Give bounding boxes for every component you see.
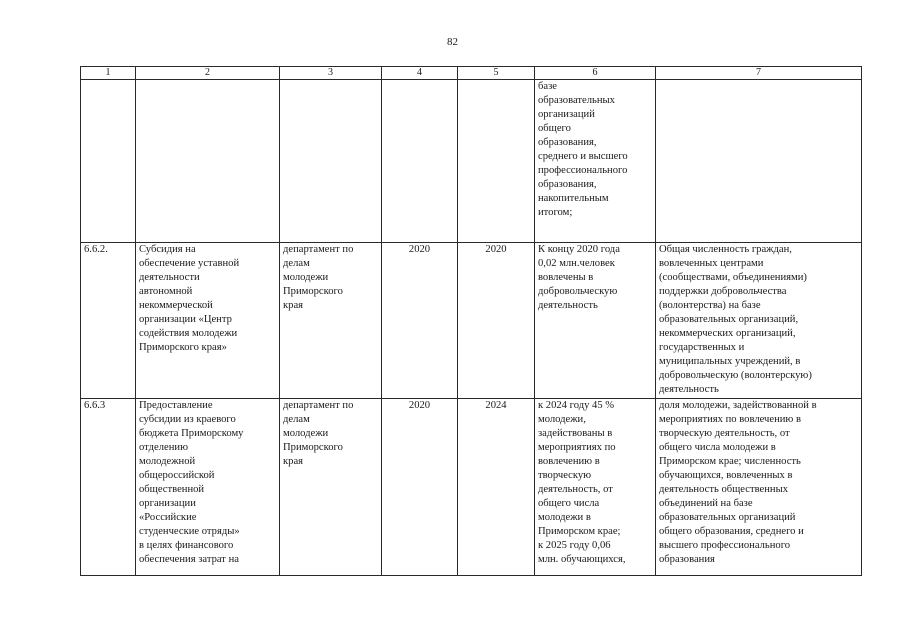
row-executor: департамент по делам молодежи Приморского края	[280, 399, 382, 576]
row-start-year: 2020	[382, 399, 458, 576]
table-row	[81, 243, 862, 399]
column-header-1: 1	[81, 67, 136, 80]
column-header-6: 6	[535, 67, 656, 80]
row-start-year	[382, 80, 458, 243]
row-end-year: 2024	[458, 399, 535, 576]
column-header-2: 2	[136, 67, 280, 80]
row-result: к 2024 году 45 % молодежи, задействованы в мероприятиях по вовлечению в творческую деятельность, от общего числа молодежи в Приморском крае; к 2025 году 0,06 млн. обучающихся,	[535, 399, 656, 576]
program-table	[80, 66, 862, 576]
row-code: 6.6.2.	[81, 243, 136, 399]
page-number: 82	[447, 36, 458, 48]
table-row	[81, 399, 862, 576]
column-header-5: 5	[458, 67, 535, 80]
row-indicator: Общая численность граждан, вовлеченных центрами (сообществами, объединениями) поддержки добровольчества (волонтерства) на базе образовательных организаций, некоммерческих организаций, государственных и муниципальных учреждений, в добровольческую (волонтерскую) деятельность	[656, 243, 862, 399]
row-name: Предоставление субсидии из краевого бюджета Приморскому отделению молодежной общероссийской общественной организации «Российские студенческие отряды» в целях финансового обеспечения затрат на	[136, 399, 280, 576]
table-row	[81, 80, 862, 243]
row-start-year: 2020	[382, 243, 458, 399]
row-end-year	[458, 80, 535, 243]
column-header-3: 3	[280, 67, 382, 80]
row-code	[81, 80, 136, 243]
row-result: К концу 2020 года 0,02 млн.человек вовлечены в добровольческую деятельность	[535, 243, 656, 399]
row-executor	[280, 80, 382, 243]
row-indicator	[656, 80, 862, 243]
column-number-row	[81, 67, 862, 80]
row-result: базе образовательных организаций общего образования, среднего и высшего профессионального образования, накопительным итогом;	[535, 80, 656, 243]
row-indicator: доля молодежи, задействованной в мероприятиях по вовлечению в творческую деятельность, от общего числа молодежи в Приморском крае; численность обучающихся, вовлеченных в деятельность общественных объединений на базе образовательных организаций общего образования, среднего и высшего профессионального образования	[656, 399, 862, 576]
column-header-4: 4	[382, 67, 458, 80]
row-name: Субсидия на обеспечение уставной деятельности автономной некоммерческой организации «Центр содействия молодежи Приморского края»	[136, 243, 280, 399]
column-header-7: 7	[656, 67, 862, 80]
row-end-year: 2020	[458, 243, 535, 399]
row-code: 6.6.3	[81, 399, 136, 576]
row-name	[136, 80, 280, 243]
row-executor: департамент по делам молодежи Приморского края	[280, 243, 382, 399]
